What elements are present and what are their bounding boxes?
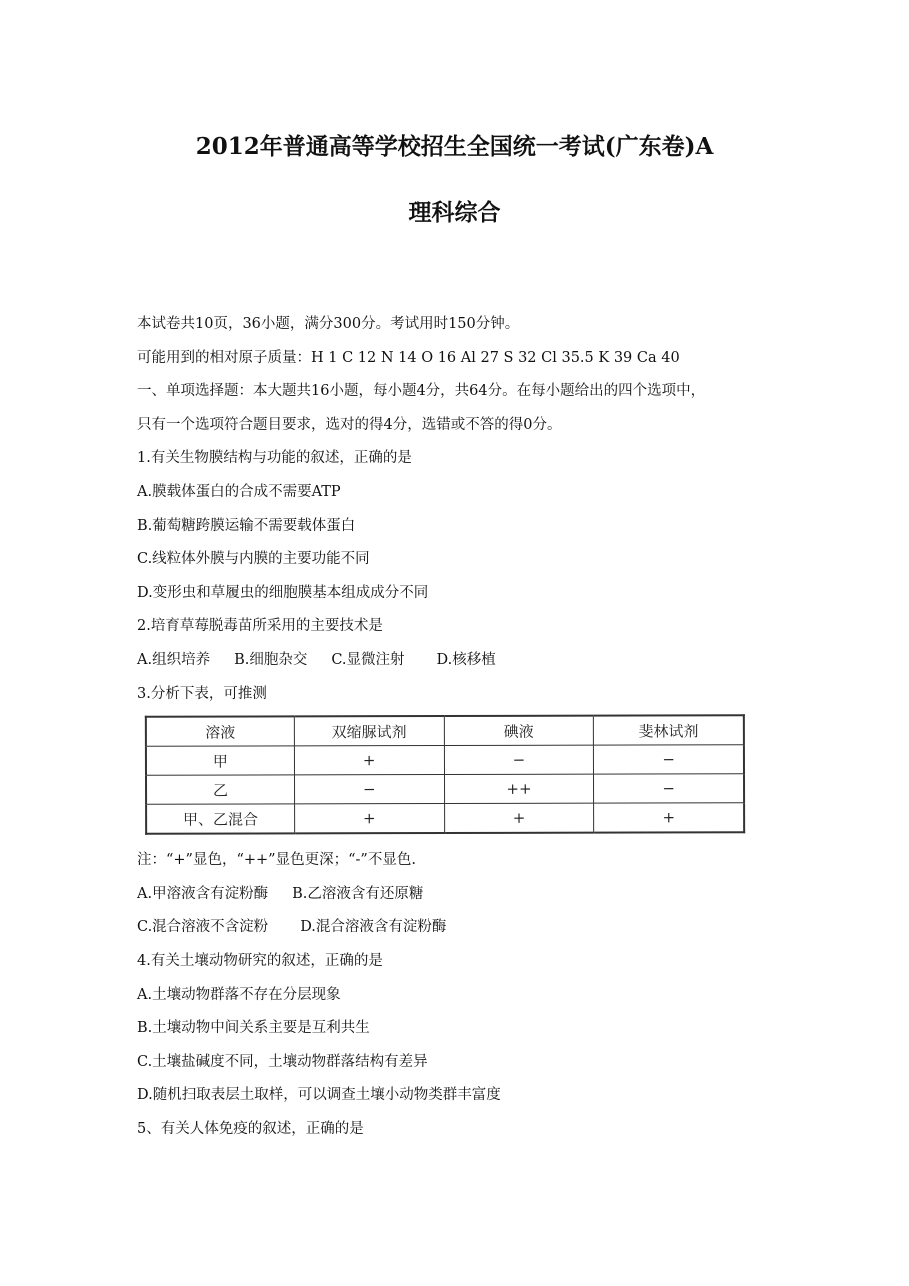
question-stem: 1.有关生物膜结构与功能的叙述，正确的是 <box>137 450 412 467</box>
table-row <box>146 745 744 776</box>
option-b: B.土壤动物中间关系主要是互利共生 <box>137 1020 370 1037</box>
table-cell: 甲、乙混合 <box>146 804 294 834</box>
question-stem: 4.有关土壤动物研究的叙述，正确的是 <box>137 952 383 969</box>
table-cell: − <box>294 775 444 804</box>
table-row <box>146 774 744 805</box>
section-instruction: 只有一个选项符合题目要求，选对的得4分，选错或不答的得0分。 <box>137 416 562 433</box>
column-header: 斐林试剂 <box>594 715 744 745</box>
option-b: B.乙溶液含有还原糖 <box>292 885 424 902</box>
table-cell: + <box>444 803 594 833</box>
page-title: 2012年普通高等学校招生全国统一考试(广东卷)A <box>195 133 714 160</box>
table-cell: − <box>444 745 594 774</box>
table-cell: 甲 <box>146 746 294 775</box>
option-row <box>137 911 787 945</box>
option-c: C.线粒体外膜与内膜的主要功能不同 <box>137 551 370 568</box>
table-row <box>146 803 744 834</box>
page-subtitle: 理科综合 <box>408 199 501 226</box>
table-header-row <box>146 715 744 746</box>
reagent-table-wrap <box>145 715 755 834</box>
table-cell: 乙 <box>146 775 294 804</box>
question-stem: 5、有关人体免疫的叙述，正确的是 <box>137 1120 364 1137</box>
question-stem: 3.分析下表，可推测 <box>137 685 267 702</box>
option-a: A.甲溶液含有淀粉酶 <box>137 885 269 902</box>
reagent-table <box>145 714 745 835</box>
table-note: 注：“+”显色，“++”显色更深；“-”不显色. <box>137 852 416 869</box>
option-row <box>137 644 787 678</box>
column-header: 双缩脲试剂 <box>294 716 444 746</box>
intro-line: 可能用到的相对原子质量：H 1 C 12 N 14 O 16 Al 27 S 32 Cl 35.5 K 39 Ca 40 <box>137 349 680 366</box>
option-d: D.随机扫取表层土取样，可以调查土壤小动物类群丰富度 <box>137 1087 501 1104</box>
option-d: D.核移植 <box>436 651 496 668</box>
table-cell: ++ <box>444 774 594 803</box>
exam-body <box>137 308 787 1146</box>
intro-line: 本试卷共10页，36小题，满分300分。考试用时150分钟。 <box>137 316 520 332</box>
option-row <box>137 878 787 912</box>
option-b: B.葡萄糖跨膜运输不需要载体蛋白 <box>137 517 356 534</box>
table-cell: + <box>294 746 444 775</box>
option-c: C.混合溶液不含淀粉 <box>137 919 269 936</box>
table-cell: − <box>594 745 744 774</box>
option-a: A.土壤动物群落不存在分层现象 <box>137 986 341 1003</box>
option-d: D.混合溶液含有淀粉酶 <box>300 919 447 936</box>
option-a: A.组织培养 <box>137 651 211 668</box>
option-a: A.膜载体蛋白的合成不需要ATP <box>137 483 341 500</box>
table-cell: + <box>594 803 744 833</box>
option-d: D.变形虫和草履虫的细胞膜基本组成成分不同 <box>137 584 429 601</box>
option-c: C.显微注射 <box>331 651 405 668</box>
section-instruction: 一、单项选择题：本大题共16小题，每小题4分，共64分。在每小题给出的四个选项中， <box>137 383 706 400</box>
question-stem: 2.培育草莓脱毒苗所采用的主要技术是 <box>137 618 383 635</box>
table-cell: + <box>294 804 444 834</box>
option-b: B.细胞杂交 <box>234 651 308 668</box>
option-c: C.土壤盐碱度不同，土壤动物群落结构有差异 <box>137 1053 428 1070</box>
table-cell: − <box>594 774 744 803</box>
column-header: 碘液 <box>444 716 594 746</box>
column-header: 溶液 <box>146 717 294 747</box>
